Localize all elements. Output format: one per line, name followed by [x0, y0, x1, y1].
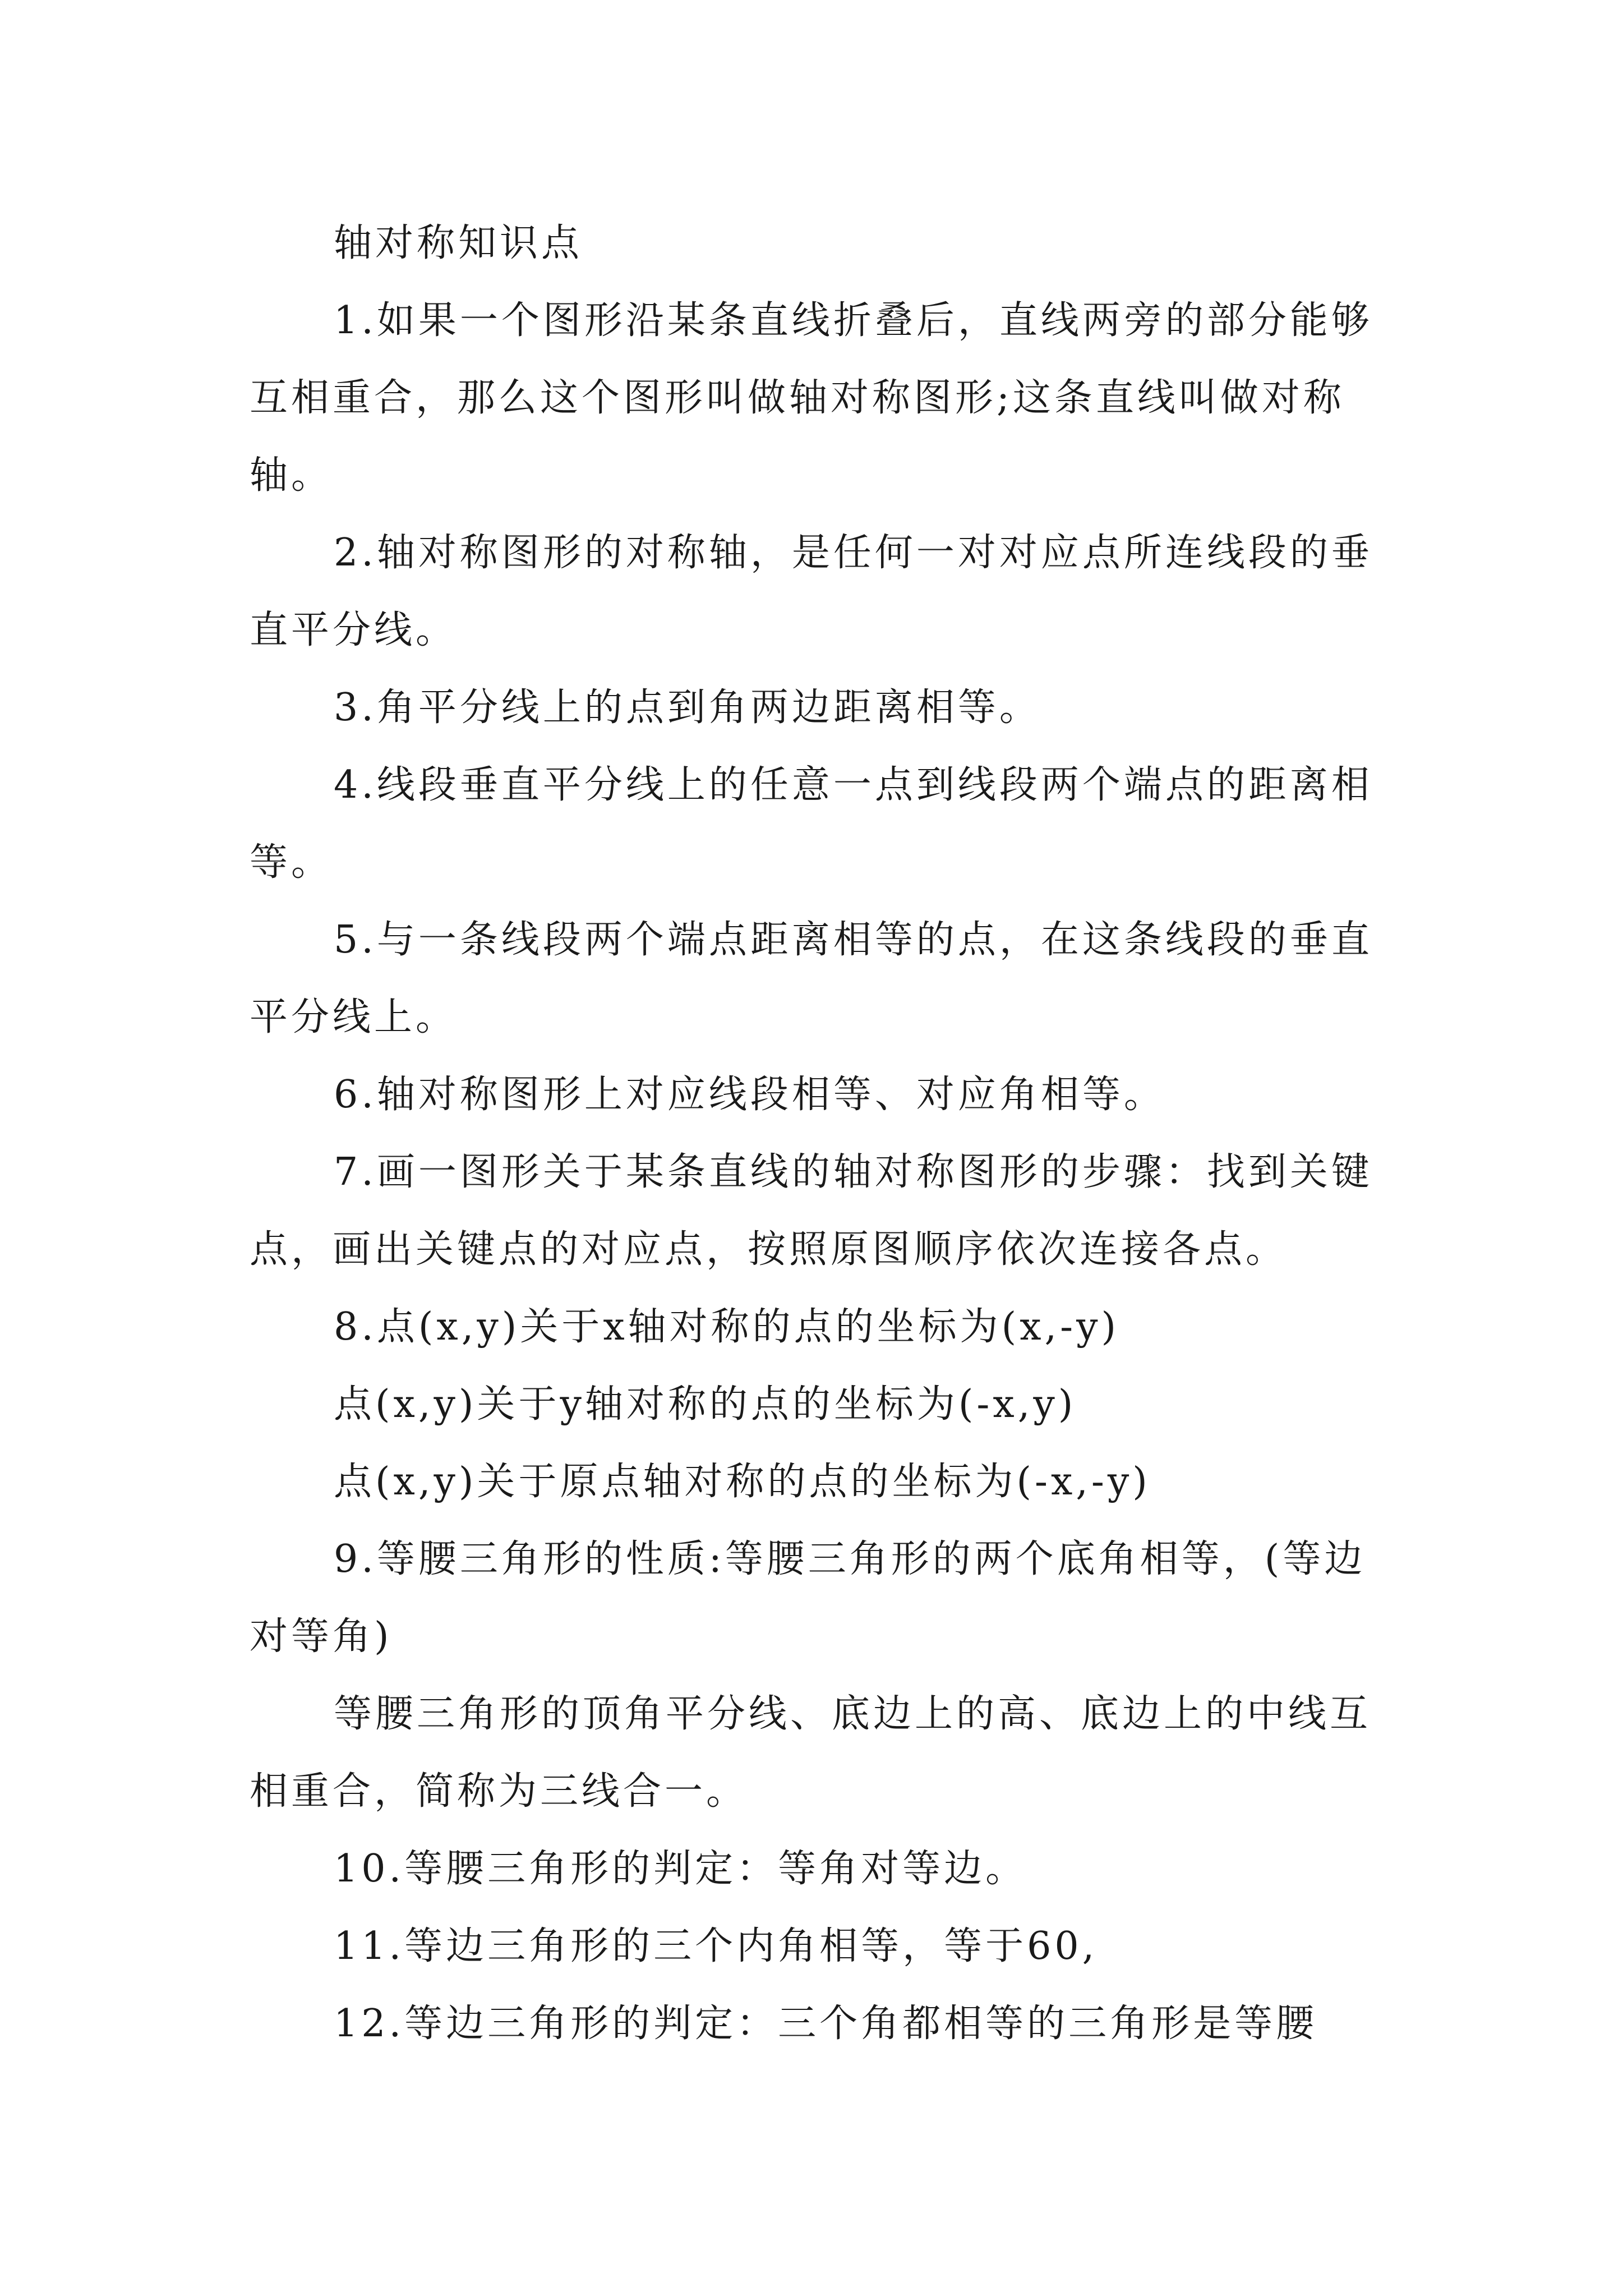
paragraph: 4.线段垂直平分线上的任意一点到线段两个端点的距离相等。: [250, 763, 1373, 885]
paragraph: 8.点(x,y)关于x轴对称的点的坐标为(x,-y): [334, 1305, 1120, 1349]
paragraph: 9.等腰三角形的性质:等腰三角形的两个底角相等，(等边对等角): [250, 1537, 1366, 1659]
paragraph: 点(x,y)关于y轴对称的点的坐标为(-x,y): [334, 1382, 1077, 1427]
paragraph: 10.等腰三角形的判定：等角对等边。: [334, 1847, 1027, 1891]
paragraph: 点(x,y)关于原点轴对称的点的坐标为(-x,-y): [334, 1460, 1151, 1504]
paragraph: 等腰三角形的顶角平分线、底边上的高、底边上的中线互相重合，简称为三线合一。: [250, 1692, 1372, 1814]
paragraph: 5.与一条线段两个端点距离相等的点，在这条线段的垂直平分线上。: [250, 918, 1373, 1039]
paragraph: 7.画一图形关于某条直线的轴对称图形的步骤：找到关键点，画出关键点的对应点，按照原图顺序依次连接各点。: [250, 1150, 1373, 1272]
document-title: 轴对称知识点: [334, 221, 583, 265]
document-body: [250, 205, 1394, 2063]
paragraph: 12.等边三角形的判定：三个角都相等的三角形是等腰: [334, 2001, 1318, 2046]
paragraph: 3.角平分线上的点到角两边距离相等。: [334, 685, 1041, 730]
paragraph: 1.如果一个图形沿某条直线折叠后，直线两旁的部分能够互相重合，那么这个图形叫做轴对称图形;这条直线叫做对称轴。: [250, 298, 1373, 498]
paragraph: 6.轴对称图形上对应线段相等、对应角相等。: [334, 1073, 1165, 1117]
paragraph: 2.轴对称图形的对称轴，是任何一对对应点所连线段的垂直平分线。: [250, 531, 1373, 652]
paragraph: 11.等边三角形的三个内角相等，等于60,: [334, 1924, 1098, 1968]
